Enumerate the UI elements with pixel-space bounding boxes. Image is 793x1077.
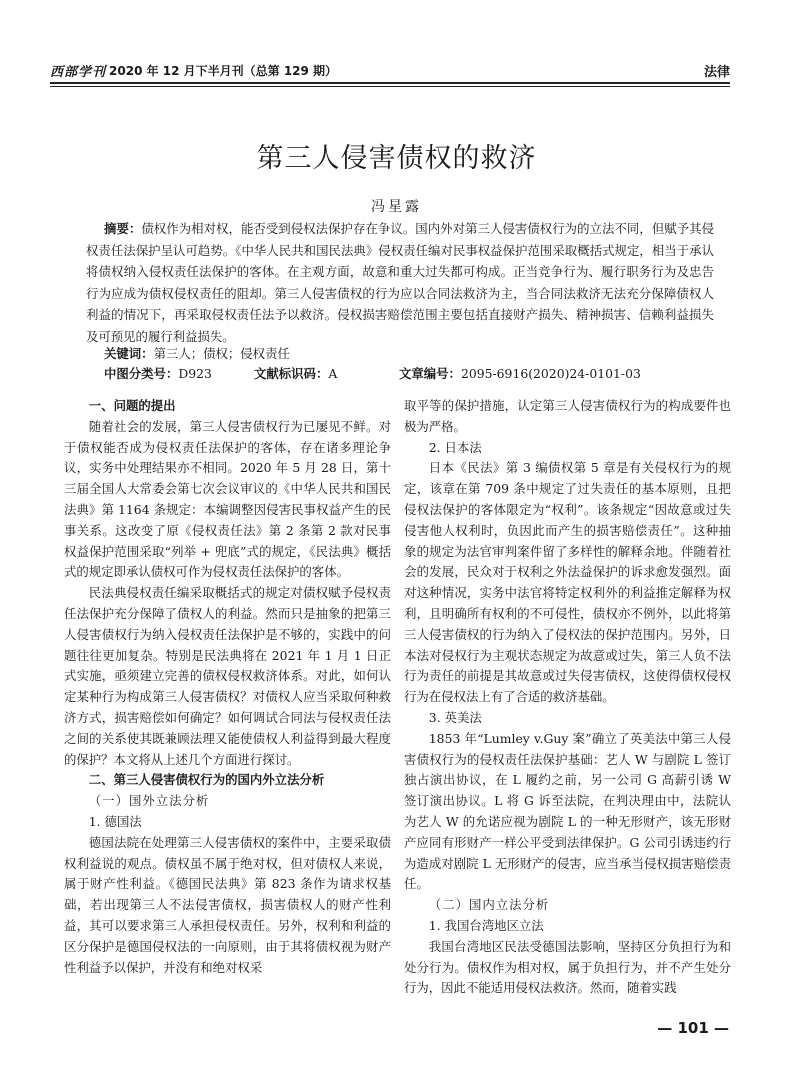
article-value: 2095-6916(2020)24-0101-03 [460, 366, 641, 381]
section-name: 法律 [703, 64, 730, 80]
article-label: 文章编号： [399, 366, 461, 381]
clc-label: 中图分类号： [104, 366, 179, 381]
paragraph: 日本《民法》第 3 编债权第 5 章是有关侵权行为的规定，该章在第 709 条中规定了过失责任的基本原则，且把侵权法保护的客体限定为“权利”。该条规定“因故意或过失侵害他人权利时，负因此而产生的损害赔偿责任”。这种抽象的规定为法官审判案件留了多样性的解释余地。伴随着社会的发展，民众对于权利之外法益保护的诉求愈发强烈。面对这种情况，实务中法官将特定权利外的利益推定解释为权利，且明确所有权利的不可侵性，债权亦不例外，以此将第三人侵害债权的行为纳入了侵权法的保护范围内。另外，日本法对侵权行为主观状态规定为故意或过失，第三人负不法行为责任的前提是其故意或过失侵害债权，这使得债权侵权行为在侵权法上有了合适的救济基础。 [404, 460, 731, 705]
abstract-text: 债权作为相对权，能否受到侵权法保护存在争议。国内外对第三人侵害债权行为的立法不同，但赋予其侵权责任法保护呈认可趋势。《中华人民共和国民法典》侵权责任编对民事权益保护范围采取概括式规定，相当于承认将债权纳入侵权责任法保护的客体。在主观方面，故意和重大过失都可构成。正当竞争行为、履行职务行为及忠告行为应成为债权侵权责任的阻却。第三人侵害债权的行为应以合同法救济为主，当合同法救济无法充分保障债权人利益的情况下，再采取侵权责任法予以救济。侵权损害赔偿范围主要包括直接财产损失、精神损害、信赖利益损失及可预见的履行利益损失。 [86, 221, 715, 344]
paragraph: 3. 英美法 [428, 709, 482, 725]
keywords-text: 第三人；债权；侵权责任 [153, 346, 290, 361]
paragraph: 2. 日本法 [428, 439, 482, 455]
doc-code [254, 364, 337, 382]
subsection-heading: （二）国内立法分析 [428, 897, 550, 913]
subsection-heading: （一）国外立法分析 [88, 793, 210, 809]
keywords-label: 关键词： [104, 346, 154, 361]
paragraph: 民法典侵权责任编采取概括式的规定对债权赋予侵权责任法保护充分保障了债权人的利益。然而只是抽象的把第三人侵害债权行为纳入侵权责任法保护是不够的，实践中的问题往往更加复杂。特别是民法典将在 2021 年 1 月 1 日正式实施，亟须建立完善的债权侵权救济体系。对此，如何认定某种行为构成第三人侵害债权？对债权人应当采取何种救济方式，损害赔偿如何确定？如何调试合同法与侵权责任法之间的关系使其既兼顾法理又能使债权人利益得到最大程度的保护？本文将从上述几个方面进行探讨。 [64, 585, 391, 767]
clc-number [104, 364, 212, 382]
abstract [86, 218, 714, 348]
abstract-label: 摘要： [104, 221, 142, 236]
header-left [50, 61, 337, 80]
keywords [104, 344, 290, 362]
article-number [399, 364, 641, 382]
paragraph: 随着社会的发展，第三人侵害债权行为已屡见不鲜。对于债权能否成为侵权责任法保护的客体，存在诸多理论争议，实务中处理结果亦不相同。2020 年 5 月 28 日，第十三届全国人大常委会第七次会议审议的《中华人民共和国民法典》第 1164 条规定：本编调整因侵害民事权益产生的民事关系。这改变了原《侵权责任法》第 2 条第 2 款对民事权益保护范围采取“列举 + 兜底”式的规定，《民法典》概括式的规定即承认债权可作为侵权责任法保护的客体。 [64, 418, 391, 580]
article-title: 第三人侵害债权的救济 [256, 143, 537, 174]
journal-logo: 西部学刊 [50, 64, 107, 80]
clc-value: D923 [178, 366, 212, 381]
paragraph: 德国法院在处理第三人侵害债权的案件中，主要采取债权利益说的观点。债权虽不属于绝对权，但对债权人来说，属于财产性利益。《德国民法典》第 823 条作为请求权基础，若出现第三人不法侵害债权，损害债权人的财产性利益，其可以要求第三人承担侵权责任。另外，权利和利益的区分保护是德国侵权法的一向原则，由于其将债权视为财产性利益予以保护，并没有和绝对权采 [64, 834, 391, 975]
paragraph: 1. 我国台湾地区立法 [428, 917, 544, 933]
section-heading: 二、第三人侵害债权行为的国内外立法分析 [88, 772, 325, 788]
header-rule [50, 82, 730, 84]
doc-label: 文献标识码： [254, 366, 329, 381]
paragraph: 我国台湾地区民法受德国法影响，坚持区分负担行为和处分行为。债权作为相对权，属于负担行为，并不产生处分行为，因此不能适用侵权法救济。然而，随着实践 [404, 938, 731, 996]
running-header [50, 60, 730, 80]
paragraph: 取平等的保护措施，认定第三人侵害债权行为的构成要件也极为严格。 [404, 398, 731, 434]
doc-value: A [328, 366, 338, 381]
header-rule-thin [50, 86, 730, 87]
page-number: — 101 — [657, 1019, 729, 1037]
paragraph: 1. 德国法 [88, 813, 142, 829]
author-name: 冯星露 [371, 199, 422, 215]
right-column [404, 396, 731, 999]
section-heading: 一、问题的提出 [88, 398, 176, 413]
issue-info: 2020 年 12 月下半月刊（总第 129 期） [109, 63, 338, 78]
paragraph: 1853 年“Lumley v.Guy 案”确立了英美法中第三人侵害债权行为的侵权责任法保护基础：艺人 W 与剧院 L 签订独占演出协议，在 L 履约之前，另一公司 G 高薪引诱 W 签订演出协议。L 将 G 诉至法院，在判决理由中，法院认为艺人 W 的允诺应视为剧院 L 的一种无形财产，该无形财产应同有形财产一样公平受到法律保护。G 公司引诱违约行为造成对剧院 L 无形财产的侵害，应当承当侵权损害赔偿责任。 [404, 730, 731, 892]
left-column [64, 396, 391, 978]
